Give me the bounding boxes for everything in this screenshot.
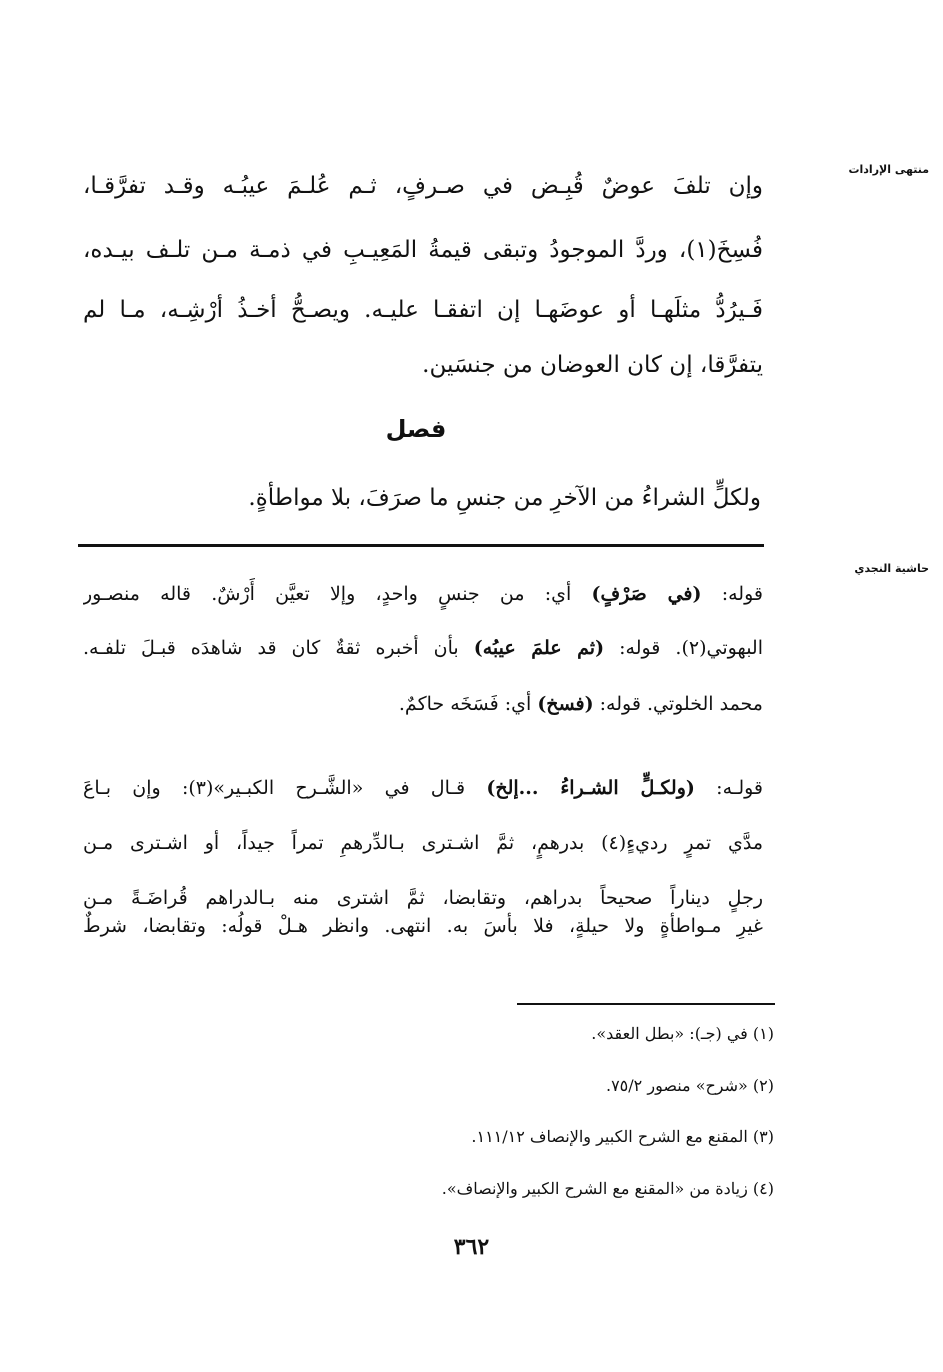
footnote: (١) في (جـ): «بطل العقد».	[591, 1024, 774, 1043]
line-text: أي: فَسَخَه حاكمٌ.	[398, 693, 538, 715]
line-text: محمد الخلوتي. قوله:	[593, 693, 763, 715]
hashiya-line: رجلٍ ديناراً صحيحاً بدراهم، وتقابضا، ثمَّ اشترى منه بـالدراهم قُراضَـةً مـن	[83, 887, 763, 909]
hashiya-line	[83, 770, 763, 806]
matn-line: وإن تلفَ عوضٌ قُبِـض في صـرفٍ، ثـم عُلـمَ عيبُـه وقـد تفرَّقـا،	[83, 173, 763, 199]
footnote: (٣) المقنع مع الشرح الكبير والإنصاف ١١١/١٢.	[471, 1127, 774, 1146]
side-label-matn: منتهى الإرادات	[848, 163, 929, 176]
quoted-term: (في صَرْفٍ)	[591, 583, 702, 605]
quoted-term: (فسخ)	[537, 693, 594, 715]
line-text: قولـه:	[694, 777, 763, 799]
footnote-divider	[517, 1003, 775, 1005]
line-text: قوله:	[701, 583, 763, 605]
hashiya-line	[83, 630, 763, 666]
line-text: قـال في «الشَّـرح الكبـير»(٣): وإن بـاعَ	[83, 777, 487, 799]
hashiya-line: مدَّي تمرٍ رديءٍ(٤) بدرهمٍ، ثمَّ اشـترى بـالدِّرهمِ تمراً جيداً، أو اشـترى مـن	[83, 832, 763, 854]
matn-line: فَـيرُدُّ مثلَهـا أو عوضَهـا إن اتفقـا عليـه. ويصـحُّ أخـذُ أرْشِـه، مـا لم	[83, 297, 763, 323]
hashiya-line	[83, 576, 763, 612]
line-text: أي: من جنسٍ واحدٍ، وإلا تعيَّن أَرْشٌ. قاله منصـور	[83, 583, 592, 605]
line-text: بأن أخبره ثقةٌ كان قد شاهدَه قبـلَ تلفـه.	[83, 637, 474, 659]
hashiya-line	[83, 686, 763, 722]
footnote: (٤) زيادة من «المقنع مع الشرح الكبير والإنصاف».	[441, 1179, 774, 1198]
hashiya-line: غيرِ مـواطأةٍ ولا حيلةٍ، فلا بأسَ به. انتهى. وانظر هـلْ قولُه: وتقابضا، شرطٌ	[83, 915, 763, 937]
side-label-hashiya: حاشية النجدي	[854, 562, 929, 575]
matn-line: يتفرَّقا، إن كان العوضان من جنسَين.	[422, 352, 763, 378]
matn-line: ولكلٍّ الشراءُ من الآخرِ من جنسِ ما صرَفَ، بلا مواطأةٍ.	[248, 485, 761, 511]
quoted-term: (ولكـلٍّ الشـراءُ ...إلخ)	[486, 777, 695, 799]
line-text: البهوتي(٢). قوله:	[604, 637, 763, 659]
footnote: (٢) «شرح» منصور ٧٥/٢.	[605, 1076, 774, 1095]
quoted-term: (ثم علمَ عيبُه)	[473, 637, 605, 659]
page-number: ٣٦٢	[453, 1234, 490, 1260]
section-heading: فصل	[385, 415, 447, 443]
matn-line: فُسِخَ(١)، وردَّ الموجودُ وتبقى قيمةُ المَعِيـبِ في ذمـة مـن تلـف بيـده،	[83, 237, 763, 263]
section-divider	[78, 544, 764, 547]
